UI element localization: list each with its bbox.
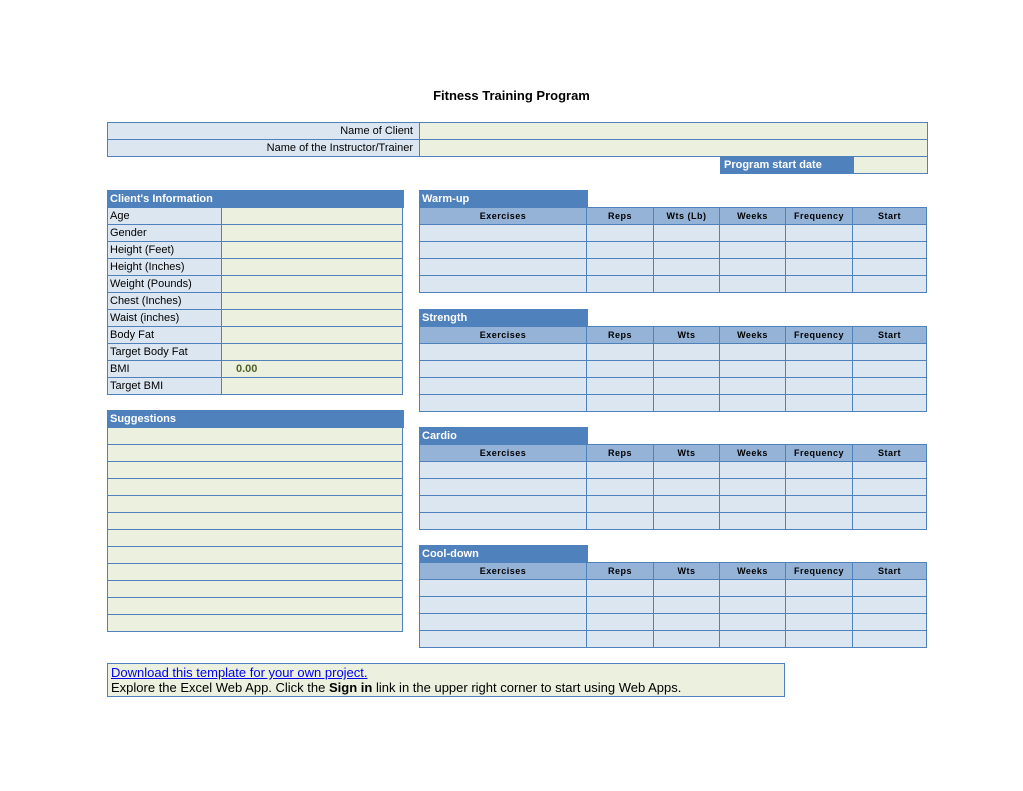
suggestion-row <box>108 564 403 581</box>
strength-section-title: Strength <box>419 309 588 327</box>
table-row <box>420 580 927 597</box>
start-date-label: Program start date <box>721 157 854 174</box>
table-cell[interactable] <box>786 631 853 648</box>
table-cell[interactable] <box>654 597 720 614</box>
table-cell[interactable] <box>654 395 720 412</box>
table-cell[interactable] <box>786 361 853 378</box>
suggestion-row <box>108 462 403 479</box>
client-info-row <box>108 242 403 259</box>
cooldown-section-title: Cool-down <box>419 545 588 563</box>
table-cell[interactable] <box>587 597 654 614</box>
client-info-value[interactable] <box>222 327 403 344</box>
table-cell[interactable] <box>654 496 720 513</box>
table-cell[interactable] <box>853 361 927 378</box>
start-date-field[interactable] <box>854 157 928 174</box>
suggestion-cell[interactable] <box>108 445 403 462</box>
table-cell[interactable] <box>720 597 786 614</box>
table-cell[interactable] <box>786 242 853 259</box>
table-cell[interactable] <box>853 631 927 648</box>
client-info-label: Waist (inches) <box>108 310 222 327</box>
table-cell[interactable] <box>587 614 654 631</box>
table-cell[interactable] <box>420 496 587 513</box>
table-cell[interactable] <box>786 513 853 530</box>
cardio-table <box>419 444 927 530</box>
suggestion-row <box>108 581 403 598</box>
table-cell[interactable] <box>786 479 853 496</box>
table-cell[interactable] <box>720 378 786 395</box>
suggestion-row <box>108 547 403 564</box>
suggestions-header: Suggestions <box>107 410 404 428</box>
table-cell[interactable] <box>853 597 927 614</box>
table-cell[interactable] <box>587 225 654 242</box>
table-cell[interactable] <box>853 225 927 242</box>
client-info-value[interactable] <box>222 378 403 395</box>
suggestion-row <box>108 496 403 513</box>
table-cell[interactable] <box>720 580 786 597</box>
client-info-row <box>108 208 403 225</box>
table-cell[interactable] <box>786 614 853 631</box>
column-header: Exercises <box>420 563 587 580</box>
table-cell[interactable] <box>587 479 654 496</box>
download-template-link[interactable]: Download this template for your own project. <box>111 665 368 680</box>
table-cell[interactable] <box>853 479 927 496</box>
client-info-value[interactable]: 0.00 <box>222 361 403 378</box>
client-info-value[interactable] <box>222 293 403 310</box>
suggestion-row <box>108 445 403 462</box>
table-cell[interactable] <box>587 513 654 530</box>
client-name-row <box>108 123 928 140</box>
table-cell[interactable] <box>720 513 786 530</box>
table-cell[interactable] <box>420 344 587 361</box>
table-cell[interactable] <box>853 580 927 597</box>
warmup-header-row <box>420 208 927 225</box>
client-info-value[interactable] <box>222 225 403 242</box>
column-header: Weeks <box>720 563 786 580</box>
table-cell[interactable] <box>587 378 654 395</box>
table-cell[interactable] <box>587 361 654 378</box>
instructor-row <box>108 140 928 157</box>
table-cell[interactable] <box>786 597 853 614</box>
table-cell[interactable] <box>654 344 720 361</box>
suggestion-cell[interactable] <box>108 513 403 530</box>
table-cell[interactable] <box>420 631 587 648</box>
table-row <box>420 361 927 378</box>
suggestion-row <box>108 479 403 496</box>
column-header: Exercises <box>420 327 587 344</box>
client-name-label: Name of Client <box>108 123 420 140</box>
table-cell[interactable] <box>654 378 720 395</box>
table-cell[interactable] <box>720 496 786 513</box>
column-header: Wts (Lb) <box>654 208 720 225</box>
warmup-table <box>419 207 927 293</box>
footer-text-before: Explore the Excel Web App. Click the <box>111 680 329 695</box>
table-cell[interactable] <box>654 242 720 259</box>
table-row <box>420 631 927 648</box>
table-cell[interactable] <box>420 614 587 631</box>
instructor-field[interactable] <box>420 140 928 157</box>
cooldown-header-row <box>420 563 927 580</box>
start-date-table <box>720 156 928 174</box>
table-cell[interactable] <box>420 462 587 479</box>
client-info-row <box>108 361 403 378</box>
client-info-label: Weight (Pounds) <box>108 276 222 293</box>
table-cell[interactable] <box>720 395 786 412</box>
column-header: Exercises <box>420 445 587 462</box>
table-cell[interactable] <box>853 395 927 412</box>
client-info-table <box>107 207 403 395</box>
suggestion-cell[interactable] <box>108 496 403 513</box>
table-cell[interactable] <box>587 395 654 412</box>
table-cell[interactable] <box>654 225 720 242</box>
client-info-value[interactable] <box>222 259 403 276</box>
column-header: Weeks <box>720 208 786 225</box>
client-info-row <box>108 344 403 361</box>
suggestion-cell[interactable] <box>108 530 403 547</box>
table-cell[interactable] <box>720 479 786 496</box>
client-info-label: Gender <box>108 225 222 242</box>
instructor-label: Name of the Instructor/Trainer <box>108 140 420 157</box>
column-header: Weeks <box>720 445 786 462</box>
table-cell[interactable] <box>654 580 720 597</box>
table-cell[interactable] <box>786 580 853 597</box>
table-cell[interactable] <box>853 513 927 530</box>
suggestion-row <box>108 615 403 632</box>
suggestion-cell[interactable] <box>108 598 403 615</box>
strength-table <box>419 326 927 412</box>
table-cell[interactable] <box>720 242 786 259</box>
table-cell[interactable] <box>786 276 853 293</box>
page-title: Fitness Training Program <box>433 88 590 103</box>
table-cell[interactable] <box>720 361 786 378</box>
table-cell[interactable] <box>720 344 786 361</box>
footer-note <box>107 663 785 697</box>
table-row <box>420 479 927 496</box>
client-info-label: Height (Feet) <box>108 242 222 259</box>
client-name-field[interactable] <box>420 123 928 140</box>
client-info-label: BMI <box>108 361 222 378</box>
table-cell[interactable] <box>654 631 720 648</box>
table-row <box>420 462 927 479</box>
table-cell[interactable] <box>587 259 654 276</box>
table-row <box>420 259 927 276</box>
column-header: Start <box>853 327 927 344</box>
column-header: Exercises <box>420 208 587 225</box>
client-info-label: Target Body Fat <box>108 344 222 361</box>
table-cell[interactable] <box>853 614 927 631</box>
table-cell[interactable] <box>853 462 927 479</box>
table-row <box>420 496 927 513</box>
footer-text-after: link in the upper right corner to start using Web Apps. <box>372 680 682 695</box>
table-cell[interactable] <box>654 614 720 631</box>
client-info-label: Chest (Inches) <box>108 293 222 310</box>
suggestion-cell[interactable] <box>108 547 403 564</box>
suggestion-row <box>108 598 403 615</box>
client-info-label: Age <box>108 208 222 225</box>
suggestion-cell[interactable] <box>108 564 403 581</box>
table-cell[interactable] <box>420 361 587 378</box>
client-info-value[interactable] <box>222 310 403 327</box>
column-header: Reps <box>587 327 654 344</box>
sign-in-text: Sign in <box>328 680 373 695</box>
table-cell[interactable] <box>720 259 786 276</box>
cardio-header-row <box>420 445 927 462</box>
client-info-value[interactable] <box>222 208 403 225</box>
table-row <box>420 242 927 259</box>
table-cell[interactable] <box>720 462 786 479</box>
table-cell[interactable] <box>853 344 927 361</box>
table-cell[interactable] <box>786 395 853 412</box>
strength-header-row <box>420 327 927 344</box>
table-row <box>420 395 927 412</box>
table-cell[interactable] <box>654 276 720 293</box>
table-cell[interactable] <box>654 361 720 378</box>
table-cell[interactable] <box>420 580 587 597</box>
client-info-label: Target BMI <box>108 378 222 395</box>
table-row <box>420 344 927 361</box>
table-cell[interactable] <box>420 242 587 259</box>
suggestion-row <box>108 513 403 530</box>
table-cell[interactable] <box>587 344 654 361</box>
table-cell[interactable] <box>420 513 587 530</box>
client-info-row <box>108 310 403 327</box>
table-cell[interactable] <box>853 259 927 276</box>
client-header-table <box>107 122 928 157</box>
table-row <box>420 225 927 242</box>
client-info-row <box>108 259 403 276</box>
table-cell[interactable] <box>853 242 927 259</box>
table-cell[interactable] <box>420 378 587 395</box>
table-cell[interactable] <box>420 225 587 242</box>
table-row <box>420 378 927 395</box>
suggestion-cell[interactable] <box>108 479 403 496</box>
table-cell[interactable] <box>587 242 654 259</box>
table-cell[interactable] <box>420 259 587 276</box>
table-cell[interactable] <box>420 395 587 412</box>
table-row <box>420 614 927 631</box>
table-cell[interactable] <box>786 496 853 513</box>
table-cell[interactable] <box>786 344 853 361</box>
column-header: Wts <box>654 445 720 462</box>
table-cell[interactable] <box>587 462 654 479</box>
table-cell[interactable] <box>853 496 927 513</box>
footer-text <box>111 680 784 695</box>
suggestion-row <box>108 530 403 547</box>
column-header: Frequency <box>786 208 853 225</box>
table-cell[interactable] <box>654 513 720 530</box>
table-cell[interactable] <box>420 276 587 293</box>
table-cell[interactable] <box>587 276 654 293</box>
client-info-row <box>108 293 403 310</box>
client-info-value[interactable] <box>222 242 403 259</box>
table-row <box>420 276 927 293</box>
column-header: Reps <box>587 445 654 462</box>
table-cell[interactable] <box>853 276 927 293</box>
warmup-section-title: Warm-up <box>419 190 588 208</box>
table-cell[interactable] <box>720 276 786 293</box>
suggestions-table <box>107 427 403 632</box>
table-cell[interactable] <box>853 378 927 395</box>
cooldown-table <box>419 562 927 648</box>
column-header: Reps <box>587 208 654 225</box>
column-header: Start <box>853 208 927 225</box>
table-cell[interactable] <box>786 378 853 395</box>
table-row <box>420 597 927 614</box>
suggestion-cell[interactable] <box>108 462 403 479</box>
column-header: Frequency <box>786 445 853 462</box>
column-header: Weeks <box>720 327 786 344</box>
column-header: Frequency <box>786 563 853 580</box>
table-cell[interactable] <box>786 462 853 479</box>
client-info-row <box>108 225 403 242</box>
cardio-section-title: Cardio <box>419 427 588 445</box>
client-info-value[interactable] <box>222 344 403 361</box>
client-info-row <box>108 276 403 293</box>
suggestion-row <box>108 428 403 445</box>
column-header: Start <box>853 445 927 462</box>
table-cell[interactable] <box>786 225 853 242</box>
client-info-row <box>108 327 403 344</box>
table-cell[interactable] <box>720 631 786 648</box>
table-cell[interactable] <box>654 479 720 496</box>
client-info-label: Body Fat <box>108 327 222 344</box>
column-header: Wts <box>654 327 720 344</box>
table-cell[interactable] <box>587 631 654 648</box>
table-cell[interactable] <box>654 462 720 479</box>
client-info-header: Client's Information <box>107 190 404 208</box>
table-cell[interactable] <box>587 496 654 513</box>
column-header: Frequency <box>786 327 853 344</box>
column-header: Reps <box>587 563 654 580</box>
table-cell[interactable] <box>786 259 853 276</box>
suggestion-cell[interactable] <box>108 581 403 598</box>
suggestion-cell[interactable] <box>108 615 403 632</box>
table-cell[interactable] <box>420 479 587 496</box>
table-cell[interactable] <box>587 580 654 597</box>
table-cell[interactable] <box>720 614 786 631</box>
table-cell[interactable] <box>654 259 720 276</box>
column-header: Start <box>853 563 927 580</box>
client-info-label: Height (Inches) <box>108 259 222 276</box>
table-row <box>420 513 927 530</box>
table-cell[interactable] <box>720 225 786 242</box>
column-header: Wts <box>654 563 720 580</box>
client-info-value[interactable] <box>222 276 403 293</box>
table-cell[interactable] <box>420 597 587 614</box>
suggestion-cell[interactable] <box>108 428 403 445</box>
client-info-row <box>108 378 403 395</box>
